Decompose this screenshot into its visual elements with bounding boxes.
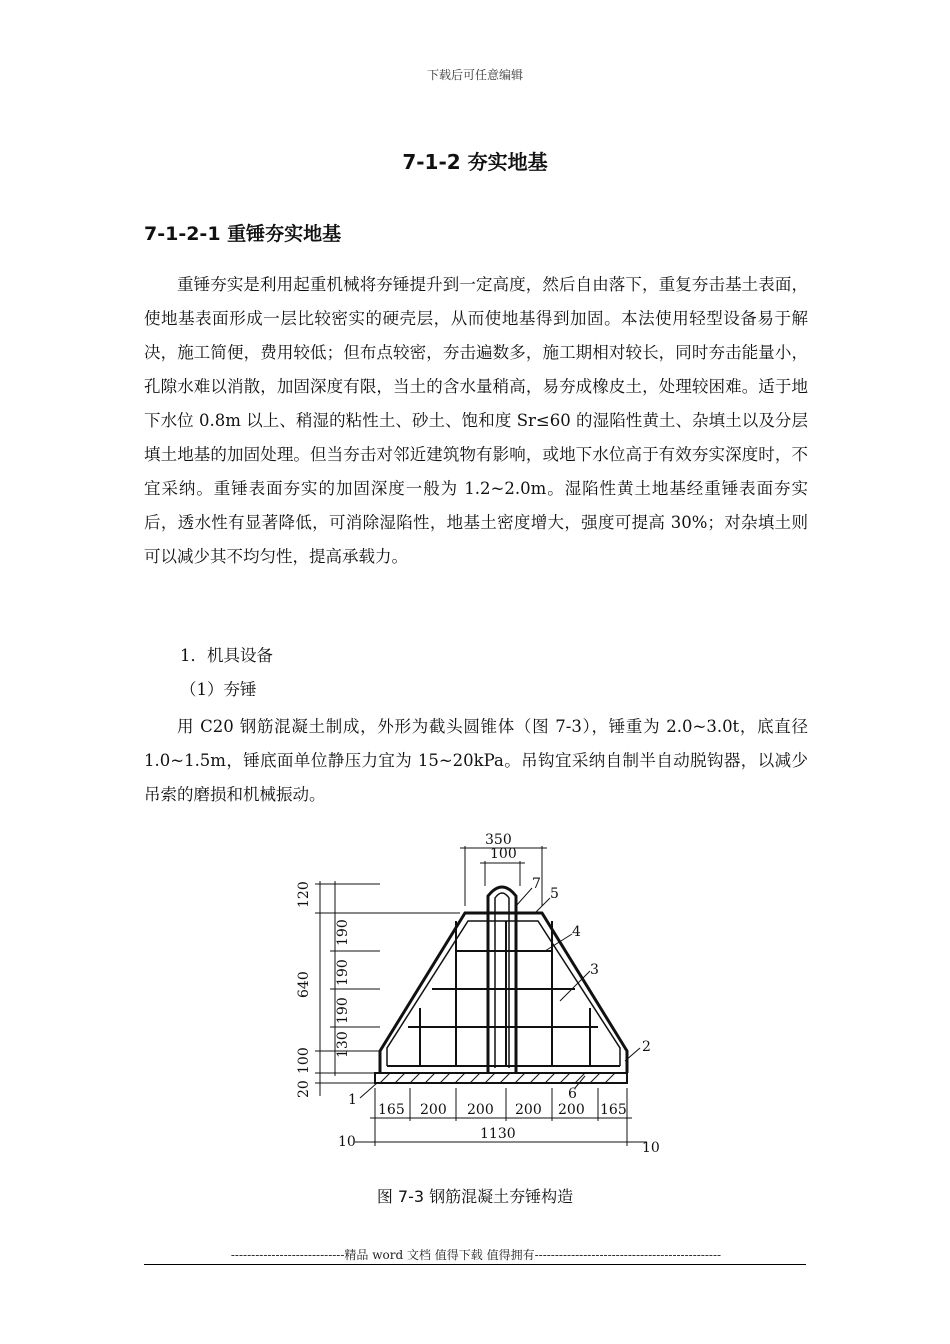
dim-left-640: 640 <box>296 971 312 998</box>
callout-2: 2 <box>642 1039 651 1055</box>
dim-bottom-165b: 165 <box>600 1102 627 1118</box>
page-header: 下载后可任意编辑 <box>426 68 523 82</box>
dim-side-10-right: 10 <box>642 1140 660 1156</box>
paragraph-2 <box>144 710 808 812</box>
section-heading: 7-1-2-1 重锤夯实地基 <box>144 223 342 245</box>
dim-bottom-200a: 200 <box>420 1102 447 1118</box>
dim-top-100: 100 <box>490 846 517 862</box>
figure-caption: 图 7-3 钢筋混凝土夯锤构造 <box>376 1187 574 1206</box>
callout-5: 5 <box>550 886 559 902</box>
dim-bottom-165a: 165 <box>378 1102 405 1118</box>
list-item-hammer: （1）夯锤 <box>180 680 257 699</box>
callout-3: 3 <box>590 962 599 978</box>
paragraph-2-text: 用 C20 钢筋混凝土制成，外形为截头圆锥体（图 7-3），锤重为 2.0~3.0t，底直径 1.0~1.5m，锤底面单位静压力宜为 15~20kPa。吊钩宜采纳自制半自动脱钩器，以减少吊索的磨损和机械振动。 <box>144 717 808 804</box>
callout-4: 4 <box>572 924 581 940</box>
paragraph-1 <box>144 268 808 574</box>
dim-left-120: 120 <box>296 881 312 908</box>
page-footer: ----------------------------精品 word 文档 值得下载 值得拥有---------------------------------------------- <box>230 1248 722 1262</box>
dim-bottom-1130: 1130 <box>480 1126 516 1142</box>
dim-top-350: 350 <box>485 832 512 848</box>
dim-left-190c: 190 <box>335 997 351 1024</box>
dim-left-100: 100 <box>296 1047 312 1074</box>
list-item-equipment: 1．机具设备 <box>180 646 273 665</box>
dim-left-20: 20 <box>296 1080 312 1098</box>
dim-left-190a: 190 <box>335 919 351 946</box>
dim-bottom-200b: 200 <box>467 1102 494 1118</box>
callout-6: 6 <box>568 1086 577 1102</box>
dim-bottom-200c: 200 <box>515 1102 542 1118</box>
lifting-hook <box>488 887 516 1073</box>
callout-7: 7 <box>532 876 541 892</box>
page-title: 7-1-2 夯实地基 <box>402 150 548 174</box>
hammer-diagram <box>280 826 680 1166</box>
footer-divider <box>144 1264 806 1265</box>
dim-left-190b: 190 <box>335 959 351 986</box>
callout-1: 1 <box>348 1092 357 1108</box>
dim-bottom-200d: 200 <box>558 1102 585 1118</box>
dim-side-10-left: 10 <box>338 1134 356 1150</box>
dim-left-130: 130 <box>335 1031 351 1058</box>
paragraph-1-text: 重锤夯实是利用起重机械将夯锤提升到一定高度，然后自由落下，重复夯击基土表面，使地基表面形成一层比较密实的硬壳层，从而使地基得到加固。本法使用轻型设备易于解决，施工简便，费用较低；但布点较密，夯击遍数多，施工期相对较长，同时夯击能量小，孔隙水难以消散，加固深度有限，当土的含水量稍高，易夯成橡皮土，处理较困难。适于地下水位 0.8m 以上、稍湿的粘性土、砂土、饱和度 Sr≤60 的湿陷性黄土、杂填土以及分层填土地基的加固处理。但当夯击对邻近建筑物有影响，或地下水位高于有效夯实深度时，不宜采纳。重锤表面夯实的加固深度一般为 1.2~2.0m。湿陷性黄土地基经重锤表面夯实后，透水性有显著降低，可消除湿陷性，地基土密度增大，强度可提高 30%；对杂填土则可以减少其不均匀性，提高承载力。 <box>144 275 808 566</box>
